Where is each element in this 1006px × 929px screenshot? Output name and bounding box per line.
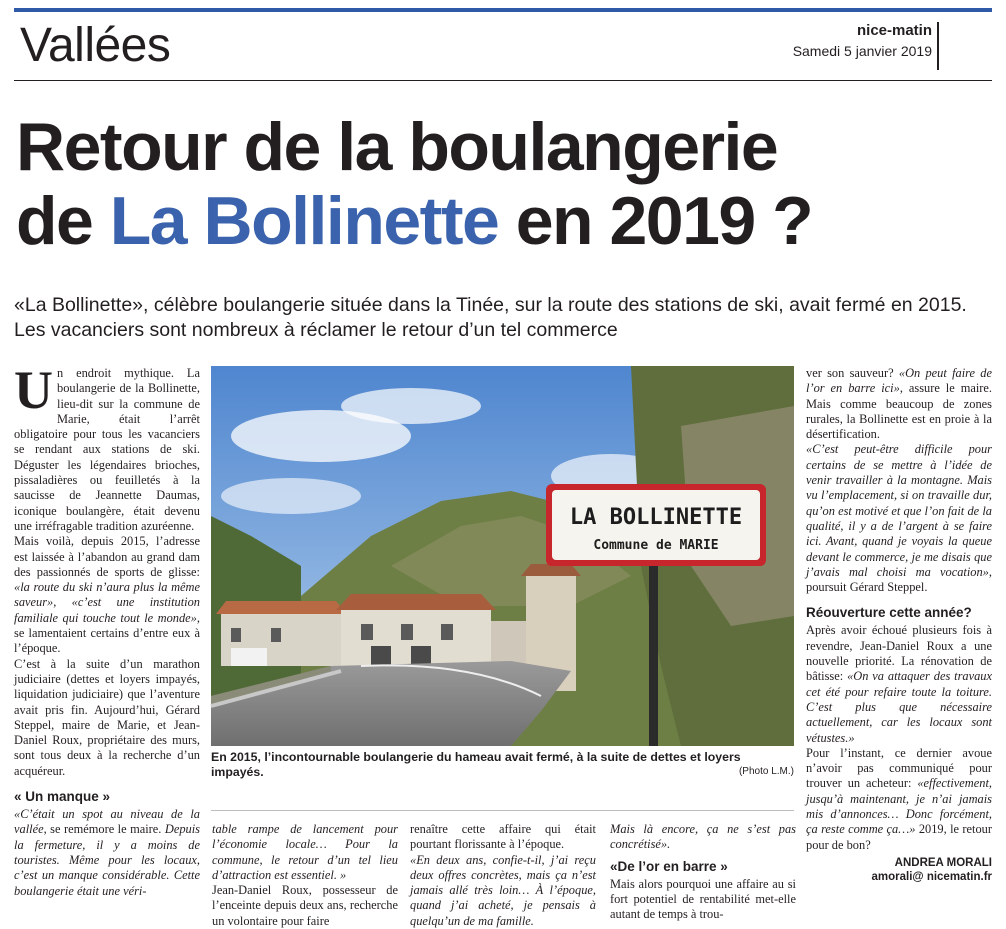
article-photo xyxy=(211,366,794,746)
article-column-2 xyxy=(212,822,398,929)
paragraph-text: Mais voilà, depuis 2015, l’adresse est laissée à l’abandon au grand dam des passionnés de sports de glisse: xyxy=(14,534,200,579)
paragraph-text: , se remémore le maire. xyxy=(43,822,165,837)
quote-text: «On va attaquer des travaux cet été pour refaire toute la toiture. C’est plus que nécessaire actuellement, car les locaux sont vétustes.» xyxy=(806,669,993,745)
author-email[interactable]: amorali@ nicematin.fr xyxy=(871,870,992,883)
article-column-3 xyxy=(410,822,596,929)
article-paragraph xyxy=(14,534,200,656)
standfirst: «La Bollinette», célèbre boulangerie située dans la Tinée, sur la route des stations de ski, avait fermé en 2015. Les vacanciers sont nombreux à réclamer le retour d’un tel commerce xyxy=(14,294,967,341)
article-paragraph xyxy=(610,822,796,853)
paragraph-text: , poursuit Gérard Steppel. xyxy=(806,564,992,595)
caption-rule xyxy=(211,810,794,811)
article-paragraph: Jean-Daniel Roux, possesseur de l’enceinte depuis deux ans, recherche un volontaire pour faire xyxy=(212,883,398,928)
headline-line-1: Retour de la boulangerie xyxy=(16,109,778,185)
article-paragraph xyxy=(212,822,398,883)
photo-caption: En 2015, l’incontournable boulangerie du hameau avait fermé, à la suite de dettes et loyers impayés. xyxy=(211,750,741,779)
article-paragraph xyxy=(806,746,992,853)
article-column-1 xyxy=(14,360,200,899)
quote-text: «On peut faire de l’or en barre ici» xyxy=(806,366,992,396)
paragraph-text: Pour l’instant, ce dernier avoue n’avoir pas communiqué pour trouver un acheteur: xyxy=(806,745,992,791)
quote-text: «En deux ans, confie-t-il, j’ai reçu deux offres concrètes, mais ça n’est jamais allé très loin… À l’époque, quand j’ai acheté, je pensais à quelqu’un de ma famille. xyxy=(410,852,596,928)
article-paragraph xyxy=(410,853,596,929)
subhead-or-en-barre: «De l’or en barre » xyxy=(610,858,728,874)
article-paragraph xyxy=(14,360,200,534)
masthead xyxy=(793,22,932,60)
article-paragraph: C’est à la suite d’un marathon judiciaire (dettes et loyers impayés, liquidation judiciaire) que l’aventure avait pris fin. Aujourd’hui, Gérard Steppel, maire de Marie, et Jean-Daniel Roux, propriétaire des murs, sont tous deux à la recherche d’un acquéreur. xyxy=(14,656,200,778)
article-paragraph xyxy=(806,442,992,595)
article-column-4 xyxy=(610,822,796,922)
paragraph-text: , assure le maire. Mais comme beaucoup de zones rurales, la Bollinette est en proie à la désertification. xyxy=(806,381,992,442)
quote-text: «effectivement, jusqu’à maintenant, je n’ai jamais mis d’annonces… Donc forcément, ça reste comme ça…» xyxy=(806,776,992,837)
article-paragraph xyxy=(806,366,992,442)
headline-line-2 xyxy=(16,184,996,258)
quote-text: «la route du ski n’aura plus la même saveur» xyxy=(14,580,200,610)
quote-text: Mais là encore, ça ne s’est pas concrétisé». xyxy=(610,822,796,852)
headline xyxy=(16,110,996,258)
quote-text: «C’est peut-être difficile pour certains de se mettre à l’idée de venir travailler à la montagne. Mais vu l’emplacement, si on travaille dur, qu’on est motivé et que l’on fait de la qualité, il y a de l’argent à se faire ici. Avant, quand je voyais la queue devant le commerce, je me disais que j’avais mal choisi ma vocation» xyxy=(806,442,992,579)
article-paragraph: Mais alors pourquoi une affaire au si fort potentiel de rentabilité met-elle autant de temps à trou- xyxy=(610,876,796,922)
article-column-5 xyxy=(806,366,992,884)
quote-text: Depuis la fermeture, il y a moins de touristes. Même pour les locaux, c’est un manque considérable. Cette boulangerie était une véri- xyxy=(14,822,200,898)
sign-commune: Commune de MARIE xyxy=(593,538,719,553)
author-byline: ANDREA MORALI xyxy=(894,856,992,869)
headline-accent: La Bollinette xyxy=(109,183,499,259)
header-rule xyxy=(14,80,992,81)
quote-text: «c’est une institution familiale qui touche tout le monde» xyxy=(14,595,200,625)
paragraph-text: 2019, le retour pour de bon? xyxy=(806,822,992,852)
subhead-un-manque: « Un manque » xyxy=(14,789,111,805)
article-paragraph: renaître cette affaire qui était pourtant florissante à l’époque. xyxy=(410,822,596,852)
photo-illustration xyxy=(211,366,794,746)
paragraph-text: n endroit mythique. La boulangerie de la Bollinette, lieu-dit sur la commune de Marie, était l’arrêt obligatoire pour tous les vacanciers se rendant aux stations de ski. Déguster les légendaires brioches, pissaladières ou feuilletés à la saucisse de Jeannette Daumas, iconique boulangère, était devenu une irréfragable tradition azuréenne. xyxy=(14,366,200,533)
masthead-bar xyxy=(937,22,939,70)
quote-text: table rampe de lancement pour l’économie locale… Pour la commune, le retour d’un tel lieu d’attraction est essentiel. » xyxy=(212,822,398,882)
drop-cap: U xyxy=(14,360,53,420)
subhead-reouverture: Réouverture cette année? xyxy=(806,605,972,621)
paragraph-text: ver son sauveur? xyxy=(806,366,899,380)
issue-date: Samedi 5 janvier 2019 xyxy=(792,43,932,59)
article-paragraph xyxy=(14,807,200,899)
brand-name: nice-matin xyxy=(856,22,932,39)
photo-credit: (Photo L.M.) xyxy=(738,766,794,777)
paragraph-text: Après avoir échoué plusieurs fois à revendre, Jean-Daniel Roux a une nouvelle priorité. La rénovation de bâtisse: xyxy=(806,623,992,684)
sign-name: LA BOLLINETTE xyxy=(569,505,743,530)
top-rule xyxy=(14,8,992,12)
paragraph-text: , se lamentaient certains d’entre eux à l’époque. xyxy=(14,610,200,656)
quote-text: «C’était un spot au niveau de la vallée xyxy=(14,807,200,837)
headline-line-2-pre: de xyxy=(16,183,110,259)
headline-line-2-post: en 2019 ? xyxy=(498,183,813,259)
article-paragraph xyxy=(806,623,992,745)
paragraph-text: , xyxy=(53,595,72,610)
section-title: Vallées xyxy=(20,19,171,72)
